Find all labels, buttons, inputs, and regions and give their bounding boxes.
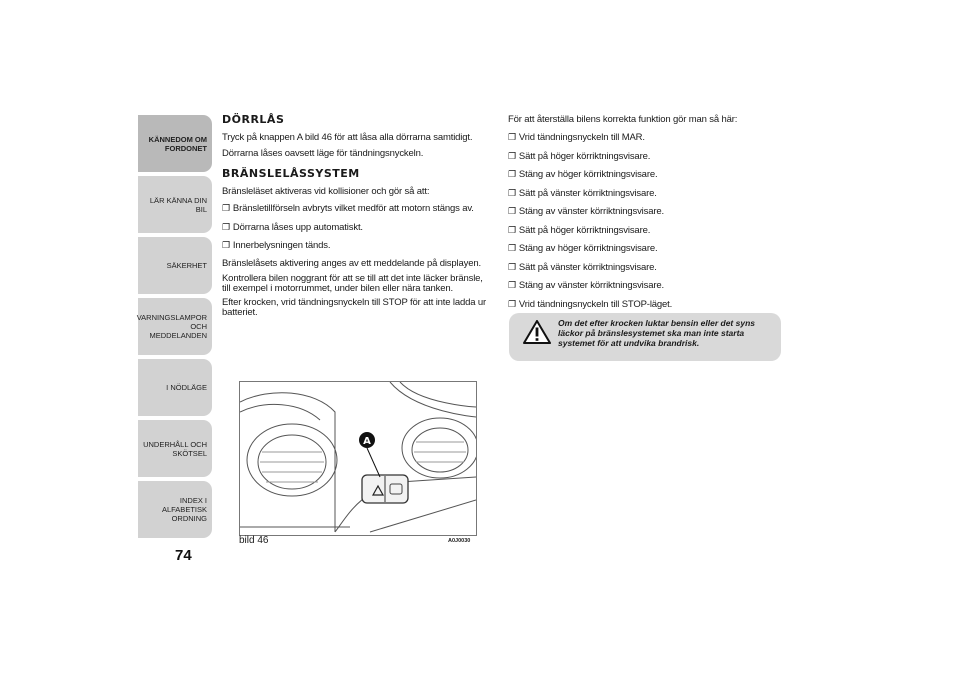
page-number: 74 xyxy=(175,547,192,564)
tab-label-line: ORDNING xyxy=(171,514,207,523)
list-item: ❐ Stäng av höger körriktningsvisare. xyxy=(508,242,788,255)
sidebar-tab-lar-kanna[interactable] xyxy=(138,176,212,233)
list-item: ❐ Stäng av höger körriktningsvisare. xyxy=(508,168,788,181)
sidebar-tab-i-nodlage[interactable] xyxy=(138,359,212,416)
heading-dorrlas: DÖRRLÅS xyxy=(222,113,285,126)
tab-label-line: VARNINGSLAMPOR xyxy=(136,313,207,322)
chapter-sidebar xyxy=(138,115,212,542)
paragraph: För att återställa bilens korrekta funktion gör man så här: xyxy=(508,114,738,125)
step-list xyxy=(508,131,788,311)
list-item: ❐ Vrid tändningsnyckeln till MAR. xyxy=(508,131,788,144)
paragraph: Efter krocken, vrid tändningsnyckeln till STOP för att inte ladda ur batteriet. xyxy=(222,296,487,318)
sidebar-tab-varningslampor[interactable] xyxy=(138,298,212,355)
sidebar-tab-underhall[interactable] xyxy=(138,420,212,477)
paragraph: Bränsleläset aktiveras vid kollisioner och gör så att: xyxy=(222,186,430,197)
figure-caption: bild 46 xyxy=(239,535,269,546)
list-item: ❐ Sätt på höger körriktningsvisare. xyxy=(508,224,788,237)
right-column xyxy=(508,114,788,316)
list-item: ❐ Stäng av vänster körriktningsvisare. xyxy=(508,279,788,292)
tab-label-line: KÄNNEDOM OM xyxy=(148,134,207,144)
sidebar-tab-kannedom[interactable] xyxy=(138,115,212,172)
heading-branslelassystem: BRÄNSLELÅSSYSTEM xyxy=(222,167,360,180)
list-item: ❐ Vrid tändningsnyckeln till STOP-läget. xyxy=(508,298,788,311)
tab-label-line: SÄKERHET xyxy=(166,261,207,270)
figure-door-lock-button xyxy=(239,381,477,536)
tab-label-line: LÄR KÄNNA DIN BIL xyxy=(149,195,207,214)
list-item: ❐ Bränsletillförseln avbryts vilket medför att motorn stängs av. xyxy=(222,202,490,215)
list-item: ❐ Innerbelysningen tänds. xyxy=(222,239,490,252)
callout-label: A xyxy=(363,436,371,447)
sidebar-tab-sakerhet[interactable] xyxy=(138,237,212,294)
warning-box xyxy=(509,313,781,361)
left-column xyxy=(222,114,490,322)
paragraph: Kontrollera bilen noggrant för att se till att det inte läcker bränsle, till exempel i motorrummet, under bilen eller nära tanken. xyxy=(222,272,483,294)
figure-code: A0J0030 xyxy=(448,538,471,544)
sidebar-tab-index[interactable] xyxy=(138,481,212,538)
list-item: ❐ Sätt på vänster körriktningsvisare. xyxy=(508,261,788,274)
paragraph: Tryck på knappen A bild 46 för att låsa alla dörrarna samtidigt. xyxy=(222,132,473,143)
dashboard-illustration xyxy=(240,382,476,535)
paragraph: Bränslelåsets aktivering anges av ett meddelande på displayen. xyxy=(222,257,481,269)
tab-label-line: OCH MEDDELANDEN xyxy=(149,322,207,340)
list-item: ❐ Stäng av vänster körriktningsvisare. xyxy=(508,205,788,218)
list-item: ❐ Dörrarna låses upp automatiskt. xyxy=(222,221,490,234)
tab-label-line: I NÖDLÄGE xyxy=(166,383,207,392)
tab-label-line: SKÖTSEL xyxy=(172,448,207,458)
warning-text: Om det efter krocken luktar bensin eller det syns läckor på bränslesystemet ska man inte starta systemet för att undvika brandrisk. xyxy=(558,318,755,348)
warning-triangle-icon xyxy=(523,320,551,344)
tab-label-line: FORDONET xyxy=(164,143,207,153)
list-item: ❐ Sätt på vänster körriktningsvisare. xyxy=(508,187,788,200)
paragraph: Dörrarna låses oavsett läge för tändningsnyckeln. xyxy=(222,148,424,159)
tab-label-line: UNDERHÅLL OCH xyxy=(143,439,207,449)
tab-label-line: INDEX I ALFABETISK xyxy=(161,496,207,514)
list-item: ❐ Sätt på höger körriktningsvisare. xyxy=(508,150,788,163)
bullet-list xyxy=(222,202,490,252)
